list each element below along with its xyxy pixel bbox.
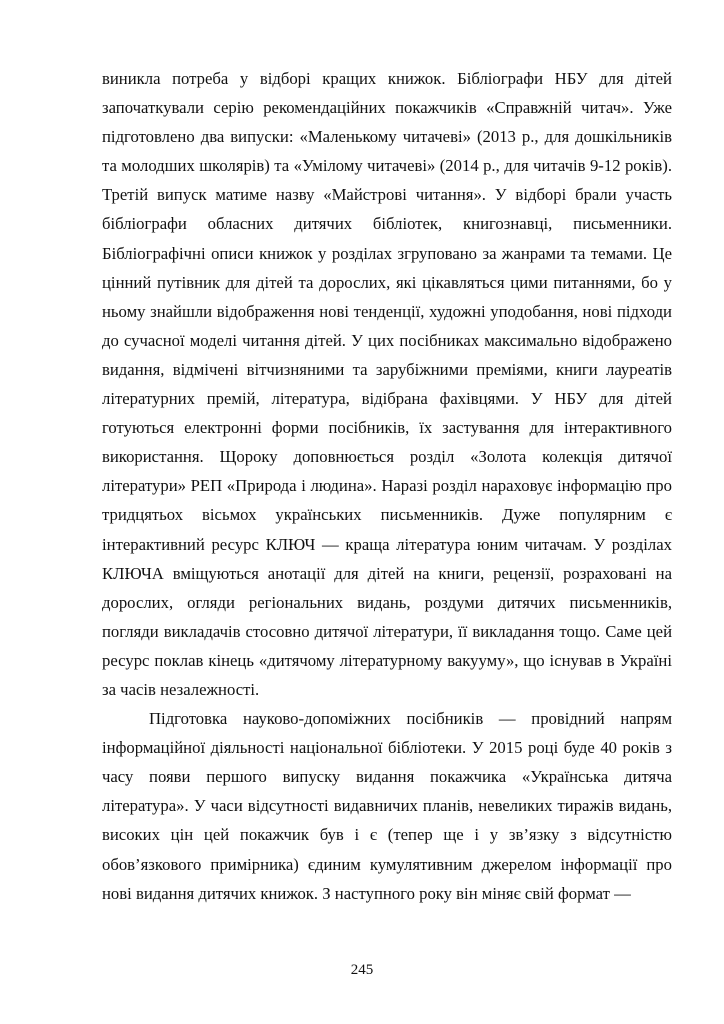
page-number: 245 [350, 962, 374, 978]
paragraph-preparation: Підготовка науково-допоміжних посібників — провідний напрям інформаційної діяльності національної бібліотеки. У 2015 році буде 40 років з часу появи першого випуску видання покажчика «Українська дитяча література». У часи відсутності видавничих планів, невеликих тиражів видань, високих цін цей покажчик був і є (тепер ще і у зв’язку з відсутністю обов’язкового примірника) єдиним кумулятивним джерелом інформації про нові видання дитячих книжок. З наступного року він міняє свій формат — [102, 709, 672, 903]
body-text [102, 64, 672, 908]
paragraph-continued: виникла потреба у відборі кращих книжок. Бібліографи НБУ для дітей започаткували серію рекомендаційних покажчиків «Справжній читач». Уже підготовлено два випуски: «Маленькому читачеві» (2013 р., для дошкільників та молодших школярів) та «Умілому читачеві» (2014 р., для читачів 9-12 років). Третій випуск матиме назву «Майстрові читання». У відборі брали участь бібліографи обласних дитячих бібліотек, книгознавці, письменники. Бібліографічні описи книжок у розділах згруповано за жанрами та темами. Це цінний путівник для дітей та дорослих, які цікавляться цими питаннями, бо у ньому знайшли відображення нові тенденції, художні уподобання, нові підходи до сучасної моделі читання дітей. У цих посібниках максимально відображено видання, відмічені вітчизняними та зарубіжними преміями, книги лауреатів літературних премій, література, відібрана фахівцями. У НБУ для дітей готуються електронні форми посібників, їх застування для інтерактивного використання. Щороку доповнюється розділ «Золота колекція дитячої літератури» РЕП «Природа і людина». Наразі розділ нараховує інформацію про тридцятьох вісьмох українських письменників. Дуже популярним є інтерактивний ресурс КЛЮЧ — краща література юним читачам. У розділах КЛЮЧА вміщуються анотації для дітей на книги, рецензії, розраховані на дорослих, огляди регіональних видань, роздуми дитячих письменників, погляди викладачів стосовно дитячої літератури, її викладання тощо. Саме цей ресурс поклав кінець «дитячому літературному вакууму», що існував в Україні за часів незалежності. [102, 69, 672, 699]
